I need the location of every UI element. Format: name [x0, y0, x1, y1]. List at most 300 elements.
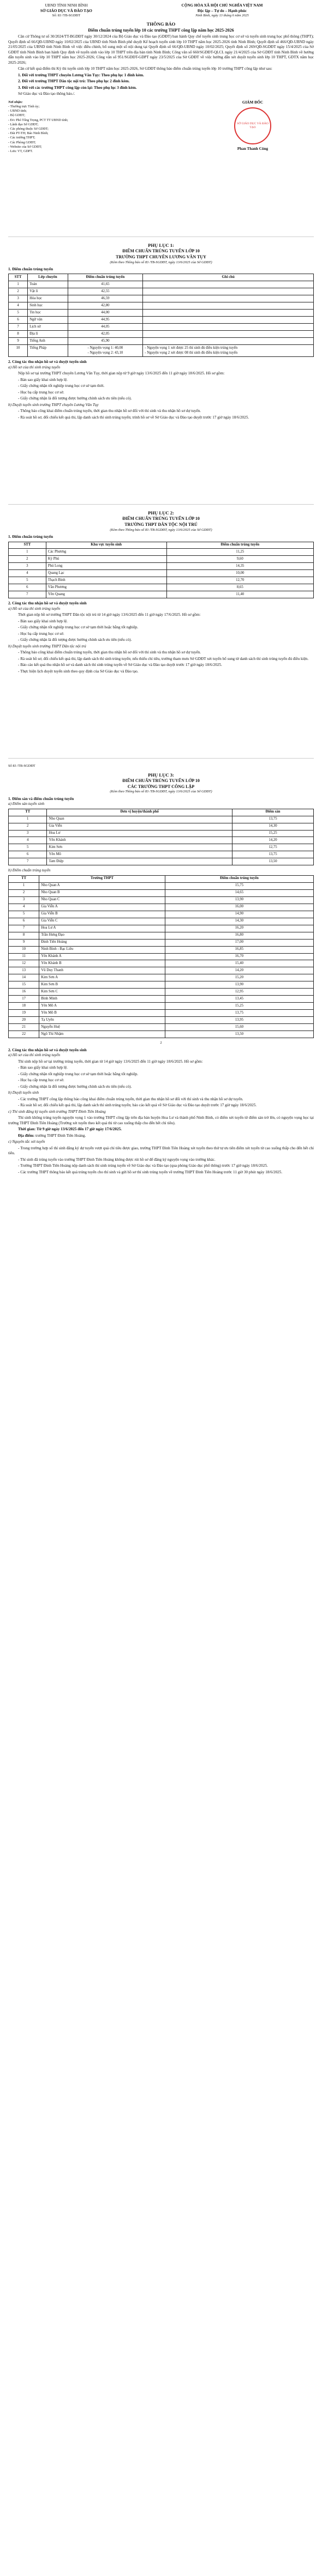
table-row [9, 1003, 314, 1010]
state-title: CỘNG HÒA XÃ HỘI CHỦ NGHĨA VIỆT NAM [181, 3, 263, 8]
table-header: Trường THPT [39, 875, 165, 882]
table-cell: 16,85 [165, 946, 313, 953]
table-row [9, 996, 314, 1003]
appendix2-p3: - Rà soát hồ sơ, đối chiếu kết quả thi, lập danh sách thí sinh trúng tuyển; nếu thiếu chỉ tiêu, trường tham mưu Sở GDĐT xét tuyển bổ sung từ danh sách thí sinh trúng tuyển đủ điều kiện. [18, 656, 309, 661]
table-cell: 16,80 [165, 932, 313, 939]
appendix3-time [8, 1127, 314, 1132]
table-cell: 2 [9, 288, 28, 295]
table-cell: 13,90 [165, 981, 313, 989]
school-score-table [8, 875, 314, 1038]
state-block [130, 3, 314, 18]
table-cell: 4 [9, 570, 46, 577]
table-cell: 9,60 [166, 556, 313, 563]
appendix2-sub-a: a) Hồ sơ của thí sinh trúng tuyển [8, 606, 61, 611]
recipient: - Bộ GDĐT; [8, 113, 25, 118]
stamp-text: SỞ GIÁO DỤC VÀ ĐÀO TẠO [237, 122, 269, 130]
table-cell: 15,40 [165, 960, 313, 967]
page-divider [8, 758, 314, 759]
table-cell: 1 [9, 549, 46, 556]
appendix2-p4: - Báo cáo kết quả thu nhận hồ sơ và danh sách thí sinh trúng tuyển về Sở Giáo dục và Đào tạo duyệt trước 17 giờ ngày 18/6/2025. [18, 663, 222, 668]
table-cell: Thạch Bình [46, 577, 166, 584]
table-cell: 17 [9, 996, 39, 1003]
signature-area [8, 100, 314, 154]
table-cell: 12 [9, 960, 39, 967]
recipient: - Website của Sở GDĐT; [8, 144, 42, 149]
table-cell: 15,20 [165, 974, 313, 981]
appendix2-list-item: - Học bạ cấp trung học cơ sở. [18, 631, 64, 636]
table-row [9, 967, 314, 974]
table-row [9, 556, 314, 563]
table-row [9, 1017, 314, 1024]
table-cell: Gia Viễn C [39, 918, 165, 925]
appendix3-section2: 2. Công tác thu nhận hồ sơ và duyệt tuyển sinh [8, 1047, 87, 1052]
table-row [9, 331, 314, 338]
table-cell: Nho Quan B [39, 889, 165, 896]
table-cell: Nguyễn Huệ [39, 1024, 165, 1031]
appendix1-section2: 2. Công tác thu nhận hồ sơ và duyệt tuyển sinh [8, 360, 87, 365]
appendix3-p7: - Trường THPT Đinh Tiên Hoàng nộp danh sách thí sinh trúng tuyển về Sở Giáo dục và Đào tạo (qua phòng Giáo dục phổ thông) trước 17 giờ ngày 18/6/2025. [18, 1163, 268, 1168]
appendix3-p8: - Các trường THPT thông báo kết quả trúng tuyển cho thí sinh và gửi hồ sơ thí sinh trúng tuyển về trường THPT Đinh Tiên Hoàng trước 11 giờ 30 phút ngày 18/6/2025. [18, 1169, 283, 1174]
table-cell: 42,55 [68, 288, 143, 295]
table-cell: 14,30 [165, 918, 313, 925]
table-row [9, 816, 314, 823]
appendix1-ref: (Kèm theo Thông báo số 83 /TB-SGDĐT, ngày 13/6/2025 của Sở GDĐT) [110, 260, 212, 264]
table-cell: Yên Mô B [39, 1010, 165, 1017]
table-cell: 8,65 [166, 584, 313, 591]
recipient: - UBND tỉnh; [8, 109, 27, 113]
appendix3-sub-b: b) Điểm chuẩn trúng tuyển [8, 868, 51, 873]
table-cell: 7 [9, 324, 28, 331]
appendix2-title2: TRƯỜNG THPT DÂN TỘC NỘI TRÚ [124, 522, 198, 527]
table-row [9, 823, 314, 830]
table-row [9, 1031, 314, 1038]
appendix3-title2: CÁC TRƯỜNG THPT CÔNG LẬP [127, 784, 195, 789]
table-row [9, 858, 314, 865]
recipient: - Các phòng thuộc Sở GDĐT; [8, 126, 49, 131]
table-cell: 5 [9, 911, 39, 918]
table-cell: 46,59 [68, 295, 143, 302]
appendix1-sub-a: a) Hồ sơ của thí sinh trúng tuyển [8, 365, 61, 369]
appendix1-p3: - Rà soát hồ sơ, đối chiếu kết quả thi, lập danh sách thí sinh trúng tuyển; trình hồ sơ về Sở Giáo dục và Đào tạo duyệt trước 17 giờ ngày 18/6/2025. [18, 415, 249, 420]
page-divider [8, 504, 314, 505]
document-number: Số: 83 /TB-SGDĐT [52, 14, 81, 17]
recipient: - Đ/c Phó Tổng Trọng, PCT TT UBND tỉnh; [8, 118, 68, 122]
table-cell: Kim Sơn B [39, 981, 165, 989]
table-cell: Gia Viễn [47, 823, 232, 830]
table-header: STT [9, 542, 46, 549]
table-row [9, 851, 314, 858]
table-row [9, 932, 314, 939]
table-cell: 42,80 [68, 302, 143, 310]
table-cell: 13 [9, 967, 39, 974]
table-cell: Nho Quan C [39, 896, 165, 904]
table-cell: 3 [9, 563, 46, 570]
table-cell: 21 [9, 1024, 39, 1031]
table-cell: 13,75 [232, 851, 313, 858]
recipients-title: Nơi nhận: [8, 100, 23, 104]
table-row [9, 345, 314, 357]
appendix1-list-item: - Giấy chứng nhận tốt nghiệp trung học cơ sở tạm thời. [18, 384, 105, 389]
table-row [9, 1010, 314, 1017]
table-row [9, 281, 314, 288]
table-cell: 16,20 [165, 925, 313, 932]
table-cell [143, 281, 314, 288]
table-cell: Văn Phương [46, 584, 166, 591]
appendix1-label: PHỤ LỤC 1: [148, 243, 174, 248]
table-cell: Toán [28, 281, 68, 288]
table-header: TT [9, 809, 47, 816]
table-cell: Lịch sử [28, 324, 68, 331]
table-cell: Vật lí [28, 288, 68, 295]
table-cell: 16,00 [165, 904, 313, 911]
table-row [9, 295, 314, 302]
table-header: Đơn vị huyện/thành phố [47, 809, 232, 816]
table-cell: 41,65 [68, 281, 143, 288]
appendix3-title: ĐIỂM CHUẨN TRÚNG TUYỂN LỚP 10 [122, 778, 200, 784]
table-cell: Quang Lạc [46, 570, 166, 577]
table-cell: Gia Viễn B [39, 911, 165, 918]
appendix2-list-item: - Bản sao giấy khai sinh hợp lệ. [18, 619, 68, 623]
table-row [9, 584, 314, 591]
table-cell: Trần Hưng Đạo [39, 932, 165, 939]
table-cell: 3 [9, 896, 39, 904]
appendix2-p1: Thời gian nộp hồ sơ trường THPT Dân tộc nội trú từ 14 giờ ngày 13/6/2025 đến 11 giờ ngày 17/6/2025. Hồ sơ gồm: [18, 613, 201, 617]
table-cell: 12,70 [166, 577, 313, 584]
official-stamp [234, 107, 271, 144]
notice-item-3: 3. Đối với các trường THPT công lập còn lại: Theo phụ lục 3 đính kèm. [18, 85, 137, 90]
table-row [9, 889, 314, 896]
table-cell: Yên Khánh A [39, 953, 165, 960]
table-row [9, 896, 314, 904]
table-cell: 2 [9, 823, 47, 830]
table-cell: Kỳ Phú [46, 556, 166, 563]
table-cell: 13,90 [165, 896, 313, 904]
table-cell: Kim Sơn C [39, 989, 165, 996]
notice-intro: Căn cứ kết quả điểm thi Kỳ thi tuyển sinh lớp 10 THPT năm học 2025-2026, Sở GDĐT thông báo điểm chuẩn trúng tuyển lớp 10 trường THPT công lập như sau: [18, 66, 272, 71]
appendix1-section1: 1. Điểm chuẩn trúng tuyển [8, 266, 53, 271]
table-row [9, 317, 314, 324]
appendix3-list-item: - Giấy chứng nhận tốt nghiệp trung học cơ sở tạm thời hoặc bằng tốt nghiệp. [18, 1071, 139, 1076]
table-cell: 11 [9, 953, 39, 960]
appendix1-table [8, 274, 314, 357]
table-cell: Hóa học [28, 295, 68, 302]
table-row [9, 310, 314, 317]
table-header: Ghi chú [143, 274, 314, 281]
table-header: STT [9, 274, 28, 281]
table-header: Khu vực tuyển sinh [46, 542, 166, 549]
recipients [8, 100, 130, 154]
table-row [9, 302, 314, 310]
table-cell: 8 [9, 331, 28, 338]
table-cell: 3 [9, 830, 47, 837]
table-cell: 7 [9, 925, 39, 932]
table-cell: 9 [9, 338, 28, 345]
table-row [9, 563, 314, 570]
table-cell: Ninh Bình - Bạc Liêu [39, 946, 165, 953]
appendix1-list-item: - Giấy chứng nhận là đối tượng được hưởng chính sách ưu tiên (nếu có). [18, 396, 132, 401]
table-cell: 9 [9, 939, 39, 946]
table-cell: 14 [9, 974, 39, 981]
table-cell: 5 [9, 310, 28, 317]
issuer-block [8, 3, 124, 18]
table-row [9, 1024, 314, 1031]
recipient: - Đài PT-TH; Báo Ninh Bình; [8, 131, 49, 136]
table-row [9, 338, 314, 345]
notice-basis: Căn cứ Thông tư số 30/2024/TT-BGDĐT ngày 30/12/2024 của Bộ Giáo dục và Đào tạo (GDĐT) ban hành Quy chế tuyển sinh trung học cơ sở và tuyển sinh trung học phổ thông (THPT); Quyết định số 66/QĐ-UBND ngày 10/02/2025 của UBND tỉnh Ninh Bình phê duyệt Kế hoạch tuyển sinh lớp 10 THPT năm học 2025-2026 tỉnh Ninh Bình; Quyết định số 466/QĐ-UBND ngày 21/05/2025 của UBND tỉnh Ninh Bình về việc điều chỉnh, bổ sung một số nội dung tại Quyết định số 66/QĐ-UBND ngày 10/02/2025; Quyết định số 269/QĐ-SGDĐT ngày 15/4/2025 của Sở GDĐT tỉnh Ninh Bình ban hành Quy định về tuyển sinh vào lớp 10 THPT trên địa bàn tỉnh Ninh Bình; Công văn số 660/SGDĐT-QLCL ngày 21/4/2025 của Sở GDĐT tỉnh Ninh Bình về hướng dẫn tuyển sinh vào lớp 10 THPT năm học 2025-2026; Công văn số 951/SGDĐT-GDPT ngày 23/5/2025 của Sở GDĐT về việc hướng dẫn xét duyệt tuyển sinh lớp 10 THPT, GDTX năm học 2025-2026; [8, 34, 314, 65]
table-cell: Yên Mô [47, 851, 232, 858]
appendix2-list-item: - Giấy chứng nhận là đối tượng được hưởng chính sách ưu tiên (nếu có). [18, 638, 132, 643]
table-cell: 6 [9, 918, 39, 925]
table-cell: Phú Long [46, 563, 166, 570]
table-cell: 13,75 [165, 1010, 313, 1017]
page-number: 2 [160, 1041, 162, 1045]
table-row [9, 549, 314, 556]
appendix3-p1: Thí sinh nộp hồ sơ tại trường trúng tuyển, thời gian từ 14 giờ ngày 13/6/2025 đến 11 giờ ngày 18/6/2025. Hồ sơ gồm: [18, 1059, 203, 1064]
table-cell: 6 [9, 317, 28, 324]
table-cell: 22 [9, 1031, 39, 1038]
table-cell: 4 [9, 837, 47, 844]
table-cell: Tin học [28, 310, 68, 317]
appendix1-list-item: - Bản sao giấy khai sinh hợp lệ. [18, 377, 68, 382]
table-cell: 15 [9, 981, 39, 989]
appendix3-place [8, 1134, 314, 1139]
table-cell: 4 [9, 904, 39, 911]
appendix2-p5: - Thực hiện lịch duyệt tuyển sinh theo quy định của Sở Giáo dục và Đào tạo. [18, 669, 139, 674]
table-header: Điểm chuẩn trúng tuyển [165, 875, 313, 882]
table-row [9, 577, 314, 584]
table-cell: Các Phương [46, 549, 166, 556]
table-cell: Đinh Tiên Hoàng [39, 939, 165, 946]
table-cell: Nho Quan A [39, 882, 165, 889]
table-cell: 16 [9, 989, 39, 996]
recipient: - Thường trực Tỉnh ủy; [8, 105, 40, 109]
table-cell: 10 [9, 345, 28, 357]
table-cell: 7 [9, 858, 47, 865]
notice-title: THÔNG BÁO [146, 21, 176, 27]
table-row [9, 882, 314, 889]
table-cell [143, 310, 314, 317]
table-cell: 8 [9, 932, 39, 939]
table-cell: Vũ Duy Thanh [39, 967, 165, 974]
signer-name: Phan Thanh Công [237, 147, 269, 151]
table-cell: 12,75 [232, 844, 313, 851]
table-cell: 2 [9, 556, 46, 563]
appendix1-p2: - Thông báo công khai điểm chuẩn trúng tuyển, thời gian thu nhận hồ sơ đối với thí sinh và thu nhận hồ sơ dự tuyển. [18, 409, 201, 414]
table-cell: 44,05 [68, 324, 143, 331]
recipient: - Lãnh đạo Sở GDĐT; [8, 122, 39, 126]
appendix3-p4: Thí sinh không trúng tuyển nguyện vọng 1 vào trường THPT công lập trên địa bàn huyện Hoa Lư và thành phố Ninh Bình, có điểm xét tuyển từ điểm sàn trở lên, có nguyện vọng học tại trường THPT Đinh Tiên Hoàng (Trường xét tuyển theo kết quả thi từ cao xuống thấp cho đến hết chỉ tiêu). [8, 1116, 314, 1125]
table-cell: 2 [9, 889, 39, 896]
notice-subtitle: Điểm chuẩn trúng tuyển lớp 10 các trường THPT công lập năm học 2025-2026 [88, 27, 234, 33]
appendix2-ref: (Kèm theo Thông báo số 83 /TB-SGDĐT, ngày 13/6/2025 của Sở GDĐT) [110, 528, 212, 532]
appendix3-sub2a: a) Hồ sơ của thí sinh trúng tuyển [8, 1053, 61, 1058]
table-cell: 13,75 [232, 816, 313, 823]
table-cell: 13,50 [232, 858, 313, 865]
appendix3-list-item: - Học bạ cấp trung học cơ sở. [18, 1078, 64, 1083]
table-row [9, 989, 314, 996]
table-cell: 18 [9, 1003, 39, 1010]
table-cell: 14,90 [165, 911, 313, 918]
table-cell: Nho Quan [47, 816, 232, 823]
appendix2-p2: - Thông báo công khai điểm chuẩn trúng tuyển, thời gian thu nhận hồ sơ đối với thí sinh và thu nhận hồ sơ dự tuyển. [18, 650, 201, 655]
table-cell: 14,35 [166, 563, 313, 570]
table-cell: Tiếng Pháp [28, 345, 68, 357]
notice-item-1: 1. Đối với trường THPT chuyên Lương Văn Tụy: Theo phụ lục 1 đính kèm. [18, 72, 144, 77]
place-label: Địa điểm: [18, 1133, 35, 1138]
table-row [9, 911, 314, 918]
document-page [8, 0, 314, 1175]
table-cell: 14,65 [165, 889, 313, 896]
notice-closing: Sở Giáo dục và Đào tạo thông báo./. [18, 92, 75, 96]
table-cell: Yên Khánh [47, 837, 232, 844]
table-cell: 1 [9, 281, 28, 288]
table-row [9, 844, 314, 851]
table-cell: 13,95 [165, 1017, 313, 1024]
appendix3-p2: - Các trường THPT công lập thông báo công khai điểm chuẩn trúng tuyển, thời gian thu nhận hồ sơ đối với thí sinh và thu nhận hồ sơ dự tuyển. [18, 1096, 243, 1101]
table-cell: 15,25 [232, 830, 313, 837]
table-cell [143, 317, 314, 324]
table-header: Điểm sàn [232, 809, 313, 816]
table-cell: 16,70 [165, 953, 313, 960]
table-row [9, 946, 314, 953]
floor-score-table [8, 809, 314, 866]
appendix3-sub-a: a) Điểm sàn tuyển sinh [8, 802, 45, 807]
appendix3-sub2d: c) Nguyên tắc xét tuyển [8, 1139, 45, 1144]
appendix3-p3: - Rà soát hồ sơ, đối chiếu kết quả thi, lập danh sách thí sinh trúng tuyển; báo cáo kết quả về Sở Giáo dục và Đào tạo duyệt trước 17 giờ ngày 18/6/2025. [18, 1103, 257, 1108]
appendix1-sub-b: b) Duyệt tuyển sinh trường THPT chuyên Lương Văn Tụy [8, 402, 99, 407]
table-cell: Hoa Lư [47, 830, 232, 837]
table-cell: Gia Viễn A [39, 904, 165, 911]
appendix3-section1: 1. Điểm sàn và điểm chuẩn trúng tuyển [8, 796, 74, 801]
table-cell: Yên Khánh B [39, 960, 165, 967]
table-cell: Địa lí [28, 331, 68, 338]
table-cell: Bình Minh [39, 996, 165, 1003]
appendix2-section1: 1. Điểm chuẩn trúng tuyển [8, 535, 53, 539]
table-cell: Ngô Thì Nhậm [39, 1031, 165, 1038]
table-cell: 12,95 [165, 989, 313, 996]
appendix3-number: Số 83 /TB-SGDĐT [8, 764, 35, 768]
table-cell: 20 [9, 1017, 39, 1024]
table-cell: - Nguyện vọng 1: 40,00 - Nguyện vọng 2: 43,10 [68, 345, 143, 357]
table-cell: 45,90 [68, 338, 143, 345]
appendix1-title: ĐIỂM CHUẨN TRÚNG TUYỂN LỚP 10 [122, 248, 200, 254]
table-cell: 44,00 [68, 310, 143, 317]
table-row [9, 925, 314, 932]
table-cell: Tạ Uyên [39, 1017, 165, 1024]
table-cell: Tam Điệp [47, 858, 232, 865]
table-cell: 7 [9, 591, 46, 598]
appendix1-p1: Nộp hồ sơ tại trường THPT chuyên Lương Văn Tụy, thời gian nộp từ 9 giờ ngày 13/6/2025 đến 11 giờ ngày 18/6/2025. Hồ sơ gồm: [18, 371, 225, 376]
table-cell [143, 288, 314, 295]
table-cell [143, 324, 314, 331]
table-cell: - Nguyện vọng 1 xét được 25 thí sinh đủ điều kiện trúng tuyển - Nguyện vọng 2 xét được 08 thí sinh đủ điều kiện trúng tuyển [143, 345, 314, 357]
state-motto: Độc lập – Tự do – Hạnh phúc [197, 8, 247, 13]
appendix1-title2: TRƯỜNG THPT CHUYÊN LƯƠNG VĂN TỤY [116, 254, 206, 259]
table-row [9, 324, 314, 331]
table-cell: 14,30 [232, 823, 313, 830]
appendix3-list-item: - Giấy chứng nhận là đối tượng được hưởng chính sách ưu tiên (nếu có). [18, 1084, 132, 1089]
table-header: TT [9, 875, 39, 882]
table-cell: 3 [9, 295, 28, 302]
appendix3-p6: - Thí sinh đã trúng tuyển vào trường THPT Đinh Tiên Hoàng không được rút hồ sơ để đăng ký nguyện vọng vào trường khác. [18, 1157, 216, 1162]
table-row [9, 918, 314, 925]
signer-role: GIÁM ĐỐC [242, 100, 264, 105]
table-cell: 5 [9, 577, 46, 584]
notice-item-2: 2. Đối với trường THPT Dân tộc nội trú: Theo phụ lục 2 đính kèm. [18, 79, 130, 84]
table-cell: 19 [9, 1010, 39, 1017]
appendix2-list-item: - Giấy chứng nhận tốt nghiệp trung học cơ sở tạm thời hoặc bằng tốt nghiệp. [18, 625, 139, 630]
appendix3-sub2b: b) Duyệt tuyển sinh [8, 1090, 39, 1095]
table-cell: 13,50 [165, 1031, 313, 1038]
table-cell: 14,20 [232, 837, 313, 844]
table-cell: 42,05 [68, 331, 143, 338]
table-cell: Yên Quang [46, 591, 166, 598]
appendix3-label: PHỤ LỤC 3: [148, 772, 174, 778]
table-cell: 5 [9, 844, 47, 851]
table-cell: 1 [9, 882, 39, 889]
table-row [9, 960, 314, 967]
table-cell: 44,95 [68, 317, 143, 324]
appendix2-table [8, 542, 314, 599]
table-cell: Yên Mô A [39, 1003, 165, 1010]
table-cell: 14,20 [165, 967, 313, 974]
table-row [9, 981, 314, 989]
table-cell: 11,25 [166, 549, 313, 556]
issuer-line1: UBND TỈNH NINH BÌNH [45, 3, 88, 8]
appendix3-sub2c: c) Thí sinh đăng ký tuyển sinh trường THPT Đinh Tiên Hoàng [8, 1109, 106, 1114]
recipient: - Các Phòng GDĐT; [8, 140, 36, 144]
table-cell: 15,60 [165, 1024, 313, 1031]
recipient: - Lưu: VT, GDPT. [8, 149, 33, 153]
table-cell: 1 [9, 816, 47, 823]
table-cell: 6 [9, 584, 46, 591]
table-header: Điểm chuẩn trúng tuyển [68, 274, 143, 281]
table-cell: Sinh học [28, 302, 68, 310]
issuer-line2: SỞ GIÁO DỤC VÀ ĐÀO TẠO [40, 8, 92, 13]
table-row [9, 904, 314, 911]
table-cell: 10 [9, 946, 39, 953]
recipient: - Các trường THPT; [8, 136, 35, 140]
table-cell [143, 338, 314, 345]
appendix3-list-item: - Bản sao giấy khai sinh hợp lệ. [18, 1065, 68, 1070]
appendix3-p5: - Trong trường hợp số thí sinh đăng ký dự tuyển vượt quá chỉ tiêu được giao, trường THPT Đinh Tiên Hoàng xét tuyển theo thứ tự ưu tiên điểm xét tuyển từ cao xuống thấp cho đến hết chỉ tiêu. [8, 1145, 314, 1156]
table-cell: 17,00 [165, 939, 313, 946]
table-cell: 6 [9, 851, 47, 858]
table-cell: Tiếng Anh [28, 338, 68, 345]
document-header [8, 3, 314, 18]
signer-block [192, 100, 314, 154]
table-row [9, 288, 314, 295]
table-cell [143, 331, 314, 338]
table-cell: 15,75 [165, 882, 313, 889]
table-cell: 4 [9, 302, 28, 310]
table-header: Lớp chuyên [28, 274, 68, 281]
appendix1-list-item: - Học bạ cấp trung học cơ sở. [18, 390, 64, 395]
table-cell [143, 295, 314, 302]
table-row [9, 939, 314, 946]
time-value: Từ 9 giờ ngày 13/6/2025 đến 17 giờ ngày 17/6/2025. [36, 1127, 122, 1132]
table-cell: 15,25 [165, 1003, 313, 1010]
table-cell: Kim Sơn [47, 844, 232, 851]
table-row [9, 953, 314, 960]
table-cell: 11,40 [166, 591, 313, 598]
time-label: Thời gian: [18, 1127, 36, 1132]
table-cell: 13,45 [165, 996, 313, 1003]
appendix2-sub-b: b) Duyệt tuyển sinh trường THPT Dân tộc nội trú [8, 644, 86, 648]
appendix2-label: PHỤ LỤC 2: [148, 510, 174, 516]
table-cell: Kim Sơn A [39, 974, 165, 981]
table-row [9, 570, 314, 577]
